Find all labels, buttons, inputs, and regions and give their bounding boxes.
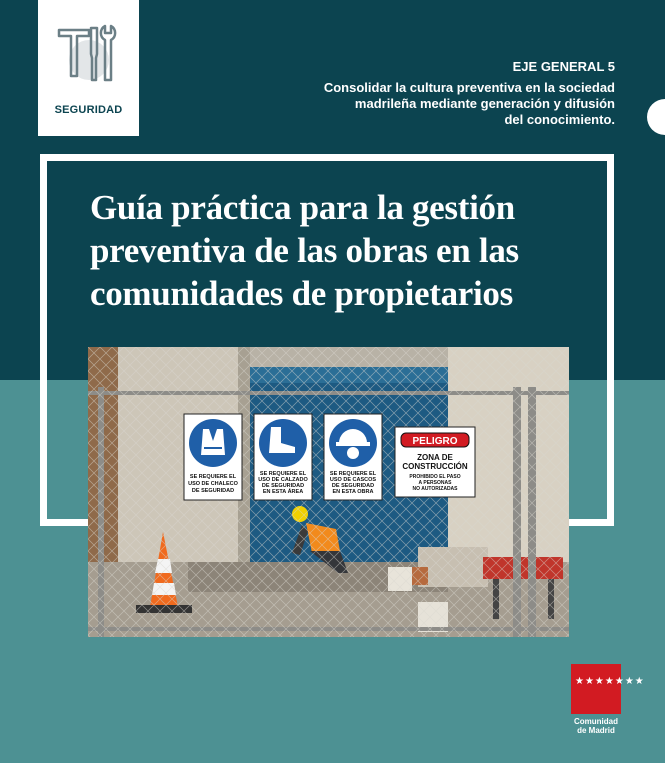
- sign-text-line: PROHIBIDO EL PASO: [409, 474, 461, 480]
- eje-description-line: Consolidar la cultura preventiva en la sociedad: [323, 80, 615, 95]
- title-line: Guía práctica para la gestión: [90, 188, 515, 227]
- sign-text-line: EN ESTA ÁREA: [262, 489, 304, 495]
- logo-name-line: de Madrid: [577, 726, 615, 735]
- title-line: comunidades de propietarios: [90, 274, 513, 313]
- badge-label: SEGURIDAD: [54, 104, 123, 116]
- sign-text-line: NO AUTORIZADAS: [412, 486, 458, 492]
- eje-description: [295, 80, 615, 128]
- sign-text-line: SE REQUIERE EL: [329, 471, 377, 477]
- sign-text-line: DE SEGURIDAD: [261, 483, 305, 489]
- sign-text-line: A PERSONAS: [418, 480, 452, 486]
- side-tab: [647, 99, 665, 135]
- safety-sign-boots: [254, 414, 312, 500]
- tools-icon: [53, 20, 125, 92]
- logo-name: [571, 717, 621, 735]
- logo-name-line: Comunidad: [574, 717, 618, 726]
- madrid-flag: [571, 664, 645, 714]
- danger-sign: [395, 427, 475, 497]
- comunidad-de-madrid-logo: [571, 664, 645, 735]
- safety-sign-vest: [184, 414, 242, 500]
- safety-sign-hardhat: [324, 414, 382, 500]
- sign-text-line: USO DE CALZADO: [258, 477, 308, 483]
- document-title: [90, 186, 570, 315]
- construction-photo: [88, 347, 569, 637]
- eje-description-line: del conocimiento.: [504, 112, 615, 127]
- sign-text-line: EN ESTA OBRA: [332, 489, 374, 495]
- sign-text-line: USO DE CHALECO: [188, 481, 238, 487]
- sign-text-line: CONSTRUCCIÓN: [402, 462, 468, 471]
- sign-text-line: ZONA DE: [417, 453, 453, 462]
- sign-text-line: SE REQUIERE EL: [189, 474, 237, 480]
- danger-sign-header: PELIGRO: [412, 436, 458, 447]
- eje-heading: EJE GENERAL 5: [512, 59, 615, 74]
- sign-text-line: DE SEGURIDAD: [331, 483, 375, 489]
- title-line: preventiva de las obras en las: [90, 231, 519, 270]
- seguridad-badge: [38, 0, 139, 136]
- sign-text-line: SE REQUIERE EL: [259, 471, 307, 477]
- eje-description-line: madrileña mediante generación y difusión: [354, 96, 615, 111]
- sign-text-line: USO DE CASCOS: [329, 477, 377, 483]
- sign-text-line: DE SEGURIDAD: [191, 488, 235, 494]
- flag-stars: ★★★★★★★: [575, 676, 645, 687]
